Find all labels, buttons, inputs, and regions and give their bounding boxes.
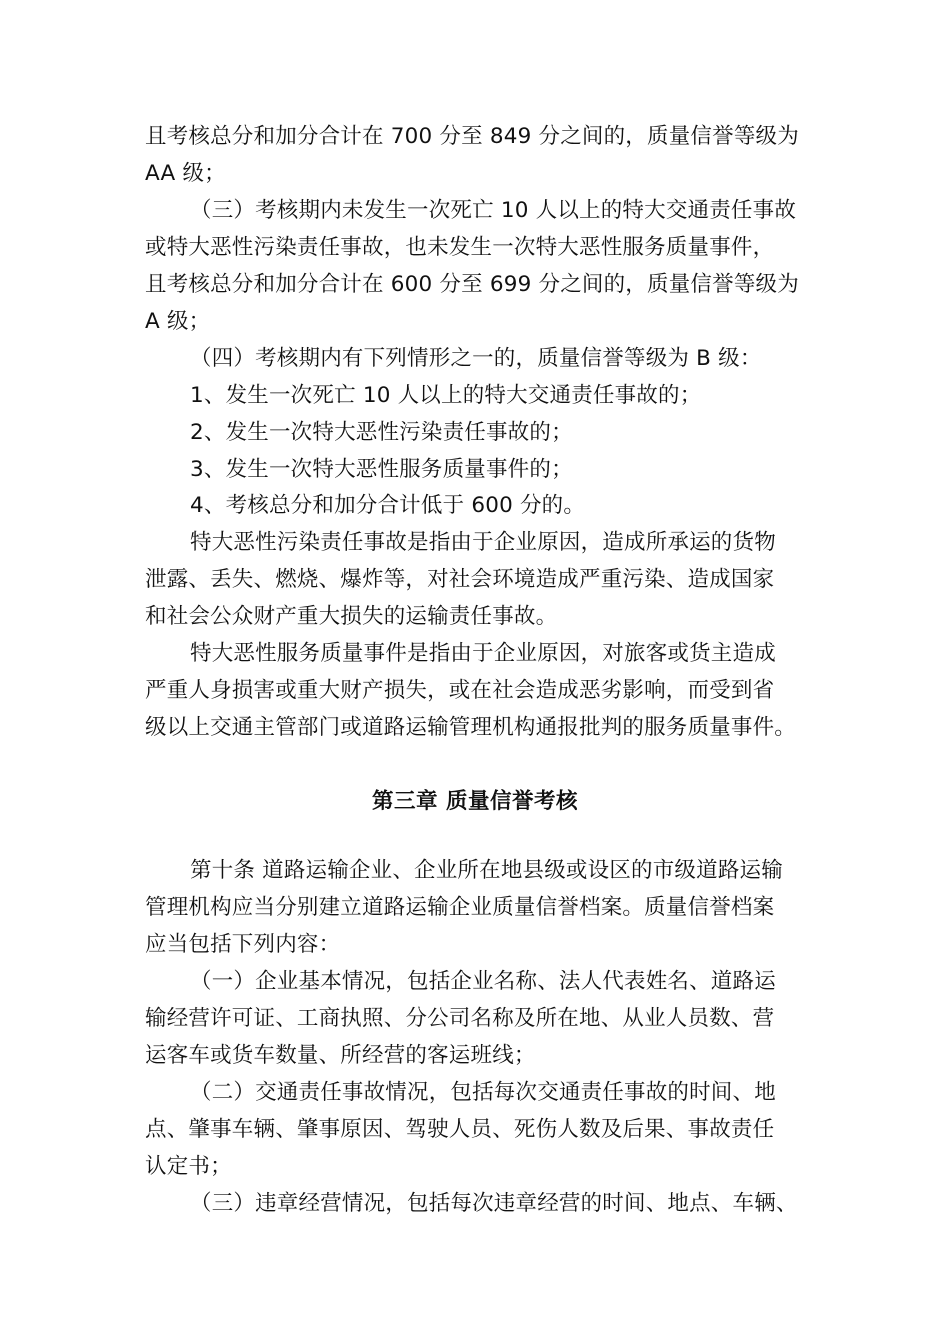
paragraph-line: 管理机构应当分别建立道路运输企业质量信誉档案。质量信誉档案 <box>145 895 775 920</box>
paragraph-line: 严重人身损害或重大财产损失，或在社会造成恶劣影响，而受到省 <box>145 678 775 703</box>
paragraph-line: 输经营许可证、工商执照、分公司名称及所在地、从业人员数、营 <box>145 1006 775 1031</box>
list-item: 3、发生一次特大恶性服务质量事件的； <box>190 457 573 482</box>
paragraph-line: 和社会公众财产重大损失的运输责任事故。 <box>145 604 558 629</box>
paragraph-line: AA 级； <box>145 161 226 186</box>
paragraph-line: 泄露、丢失、燃烧、爆炸等，对社会环境造成严重污染、造成国家 <box>145 567 775 592</box>
paragraph-line: （三）考核期内未发生一次死亡 10 人以上的特大交通责任事故 <box>190 198 797 223</box>
list-item: 2、发生一次特大恶性污染责任事故的； <box>190 420 573 445</box>
article-line: 第十条 道路运输企业、企业所在地县级或设区的市级道路运输 <box>190 858 783 883</box>
list-item: 1、发生一次死亡 10 人以上的特大交通责任事故的； <box>190 383 702 408</box>
paragraph-line: 且考核总分和加分合计在 600 分至 699 分之间的，质量信誉等级为 <box>145 272 799 297</box>
paragraph-line: （三）违章经营情况，包括每次违章经营的时间、地点、车辆、 <box>190 1191 798 1216</box>
paragraph-line: 点、肇事车辆、肇事原因、驾驶人员、死伤人数及后果、事故责任 <box>145 1117 775 1142</box>
paragraph-line: 或特大恶性污染责任事故，也未发生一次特大恶性服务质量事件， <box>145 235 775 260</box>
paragraph-line: 特大恶性污染责任事故是指由于企业原因，造成所承运的货物 <box>190 530 776 555</box>
paragraph-line: 认定书； <box>145 1154 232 1179</box>
paragraph-line: 级以上交通主管部门或道路运输管理机构通报批判的服务质量事件。 <box>145 715 797 740</box>
paragraph-line: A 级； <box>145 309 211 334</box>
paragraph-line: （一）企业基本情况，包括企业名称、法人代表姓名、道路运 <box>190 969 776 994</box>
paragraph-line: 运客车或货车数量、所经营的客运班线； <box>145 1043 536 1068</box>
paragraph-line: 且考核总分和加分合计在 700 分至 849 分之间的，质量信誉等级为 <box>145 124 799 149</box>
paragraph-line: （四）考核期内有下列情形之一的，质量信誉等级为 B 级： <box>190 346 762 371</box>
paragraph-line: 应当包括下列内容： <box>145 932 341 957</box>
list-item: 4、考核总分和加分合计低于 600 分的。 <box>190 493 586 518</box>
paragraph-line: 特大恶性服务质量事件是指由于企业原因，对旅客或货主造成 <box>190 641 776 666</box>
chapter-heading: 第三章 质量信誉考核 <box>372 789 578 814</box>
paragraph-line: （二）交通责任事故情况，包括每次交通责任事故的时间、地 <box>190 1080 776 1105</box>
